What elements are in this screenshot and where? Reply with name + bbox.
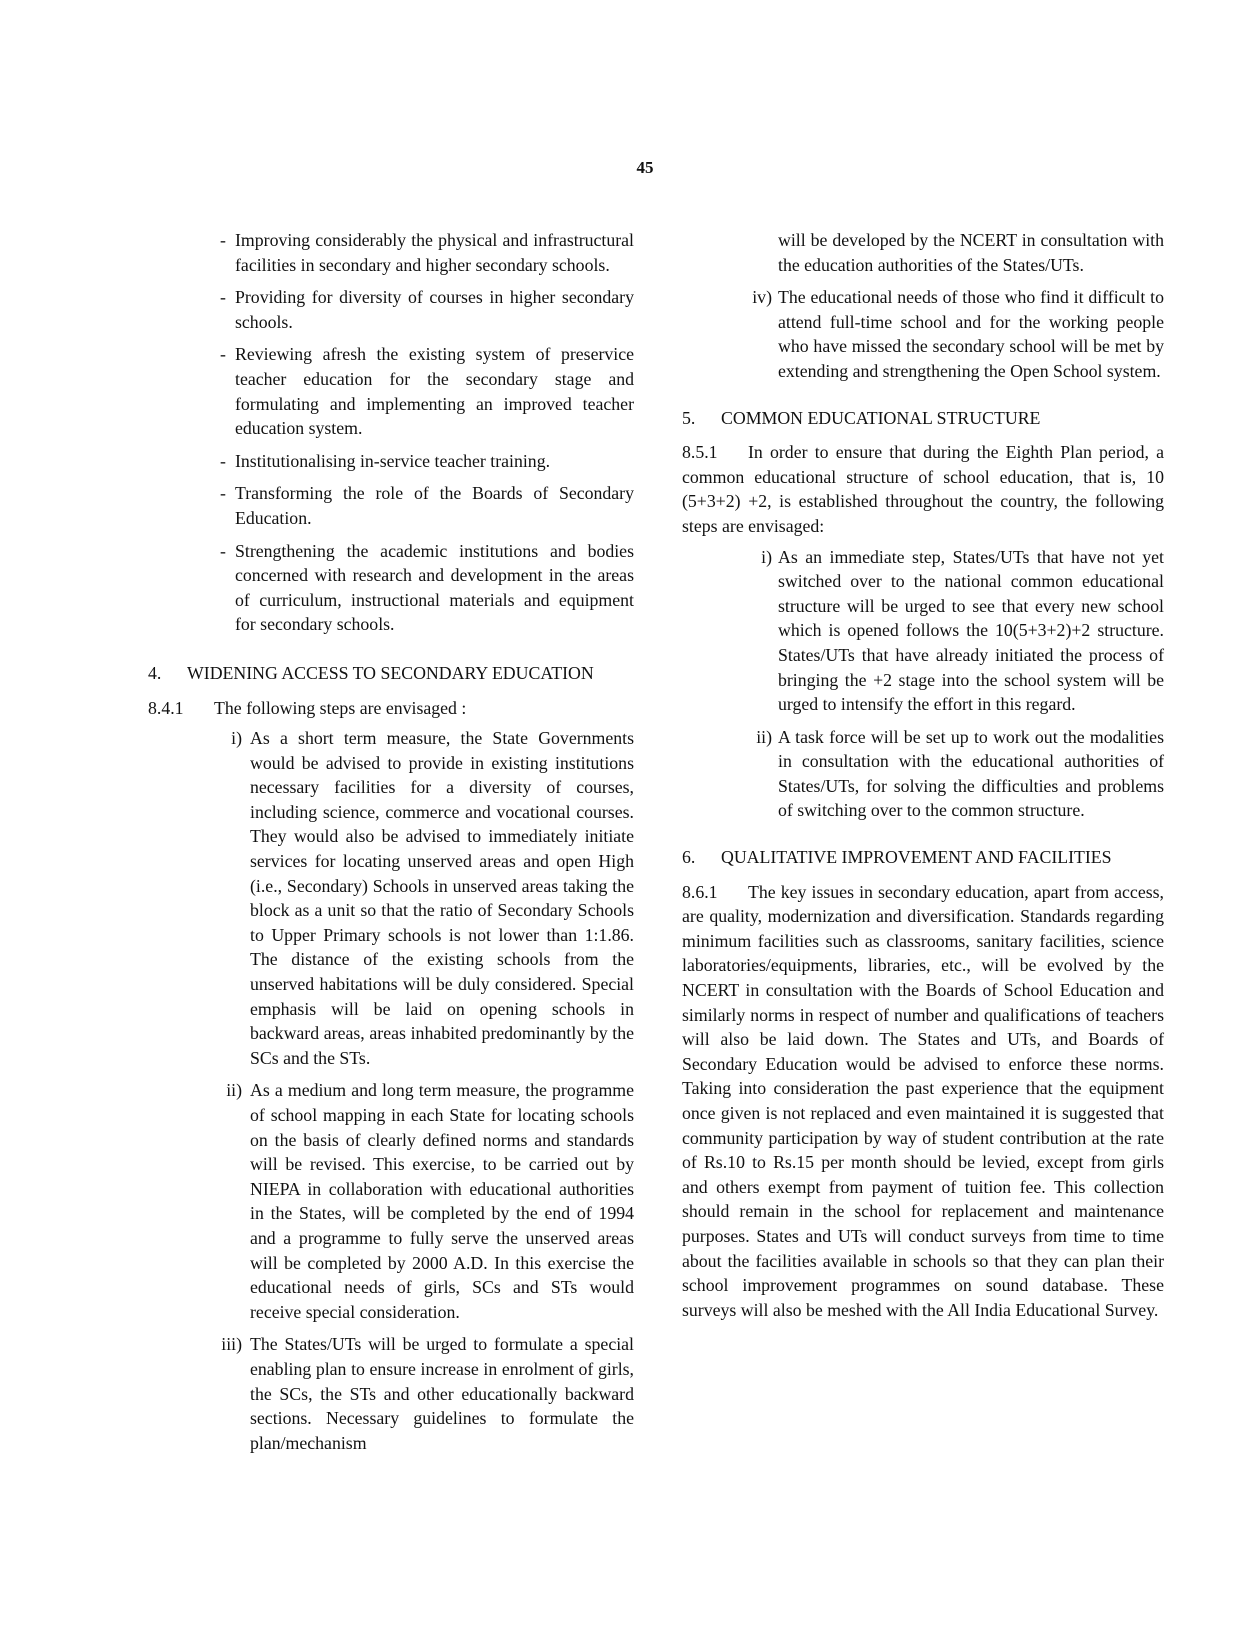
- paragraph-number: 8.5.1: [682, 442, 718, 463]
- section-title: QUALITATIVE IMPROVEMENT AND FACILITIES: [721, 847, 1112, 868]
- paragraph-text: The following steps are envisaged :: [214, 697, 467, 718]
- item-number: iv): [752, 287, 772, 308]
- paragraph-number: 8.4.1: [148, 697, 184, 718]
- list-item: [148, 1332, 634, 1455]
- section-heading-5: [682, 406, 1164, 431]
- paragraph-8-6-1: [682, 880, 1164, 1323]
- continued-text: will be developed by the NCERT in consultation with the education authorities of the States/UTs.: [778, 230, 1164, 275]
- paragraph-8-4-1: [148, 696, 634, 721]
- list-item: [682, 285, 1164, 383]
- list-item: [682, 725, 1164, 823]
- section-title: COMMON EDUCATIONAL STRUCTURE: [721, 407, 1041, 428]
- paragraph-text: The key issues in secondary education, apart from access, are quality, modernization and diversification. Standards regarding minimum facilities such as classrooms, sanitary facilities, science laboratories/equipments, libraries, etc., will be evolved by the NCERT in consultation with the Boards of School Education and similarly norms in respect of number and qualifications of teachers will also be laid down. The States and UTs, and Boards of Secondary Education would be advised to enforce these norms. Taking into consideration the past experience that the equipment once given is not replaced and even maintained it is suggested that community participation by way of student contribution at the rate of Rs.10 to Rs.15 per month should be levied, except from girls and others exempt from payment of tuition fee. This collection should remain in the school for replacement and maintenance purposes. States and UTs will conduct surveys from time to time about the facilities available in schools so that they can plan their school improvement programmes on sound database. These surveys will also be meshed with the All India Educational Survey.: [682, 881, 1164, 1320]
- item-text: A task force will be set up to work out the modalities in consultation with the educational authorities of States/UTs, for solving the difficulties and problems of switching over to the common structure.: [778, 726, 1164, 821]
- section-title: WIDENING ACCESS TO SECONDARY EDUCATION: [187, 662, 594, 683]
- right-column: [682, 228, 1164, 1328]
- list-item: - Strengthening the academic institutions and bodies concerned with research and development in the areas of curriculum, instructional materials and equipment for secondary schools.: [220, 540, 634, 635]
- section-number: 5.: [682, 407, 696, 428]
- section-number: 6.: [682, 847, 696, 868]
- paragraph-number: 8.6.1: [682, 881, 718, 902]
- list-item: - Providing for diversity of courses in higher secondary schools.: [220, 287, 634, 332]
- paragraph-text: In order to ensure that during the Eighth Plan period, a common educational structure of school education, that is, 10 (5+3+2) +2, is established throughout the country, the following steps are envisaged:: [682, 442, 1164, 536]
- section-heading-4: [148, 661, 634, 686]
- item-number: i): [231, 728, 242, 749]
- list-item: [682, 545, 1164, 717]
- list-item: - Reviewing afresh the existing system of preservice teacher education for the secondary stage and formulating and implementing an improved teacher education system.: [220, 344, 634, 439]
- paragraph-8-5-1: [682, 440, 1164, 538]
- list-item: [148, 1078, 634, 1324]
- page-number: 45: [636, 158, 654, 177]
- bullet-text: Strengthening the academic institutions and bodies concerned with research and development in the areas of curriculum, instructional materials and equipment for secondary schools.: [235, 540, 634, 635]
- bullet-text: Transforming the role of the Boards of Secondary Education.: [235, 483, 634, 528]
- item-number: ii): [226, 1080, 242, 1101]
- item-text: The States/UTs will be urged to formulate a special enabling plan to ensure increase in enrolment of girls, the SCs, the STs and other educationally backward sections. Necessary guidelines to formulate the plan/mechanism: [250, 1334, 634, 1453]
- item-text: As a short term measure, the State Governments would be advised to provide in existing institutions necessary facilities for a diversity of courses, including science, commerce and vocational courses. They would also be advised to immediately initiate services for locating unserved areas and open High (i.e., Secondary) Schools in unserved areas taking the block as a unit so that the ratio of Secondary Schools to Upper Primary schools is not lower than 1:1.86. The distance of the existing schools from the unserved habitations will be duly considered. Special emphasis will be laid on opening schools in backward areas, areas inhabited predominantly by the SCs and the STs.: [250, 728, 634, 1068]
- item-text: The educational needs of those who find it difficult to attend full-time school and for the working people who have missed the secondary school will be met by extending and strengthening the Open School system.: [778, 287, 1164, 381]
- list-item: - Institutionalising in-service teacher training.: [220, 450, 551, 471]
- item-number: ii): [756, 726, 772, 747]
- item-number: iii): [221, 1334, 242, 1355]
- bullet-text: Reviewing afresh the existing system of preservice teacher education for the secondary stage and formulating and implementing an improved teacher education system.: [235, 344, 634, 439]
- list-item: [148, 726, 634, 1070]
- section-heading-6: [682, 845, 1164, 870]
- list-item: - Transforming the role of the Boards of Secondary Education.: [220, 483, 634, 528]
- bullet-text: Improving considerably the physical and infrastructural facilities in secondary and higher secondary schools.: [235, 230, 634, 275]
- list-item: - Improving considerably the physical and infrastructural facilities in secondary and higher secondary schools.: [220, 230, 634, 275]
- item-text: As an immediate step, States/UTs that have not yet switched over to the national common educational structure will be urged to see that every new school which is opened follows the 10(5+3+2)+2 structure. States/UTs that have already initiated the process of bringing the +2 stage into the school system will be urged to intensify the effort in this regard.: [778, 546, 1164, 715]
- left-column: [148, 228, 634, 1463]
- bullet-text: Institutionalising in-service teacher training.: [235, 450, 551, 471]
- bullet-text: Providing for diversity of courses in higher secondary schools.: [235, 287, 634, 332]
- item-number: i): [761, 546, 772, 567]
- section-number: 4.: [148, 662, 162, 683]
- item-text: As a medium and long term measure, the programme of school mapping in each State for locating schools on the basis of clearly defined norms and standards will be revised. This exercise, to be carried out by NIEPA in collaboration with educational authorities in the States, will be completed by the end of 1994 and a programme to fully serve the unserved areas will be completed by 2000 A.D. In this exercise the educational needs of girls, SCs and STs would receive special consideration.: [250, 1080, 634, 1322]
